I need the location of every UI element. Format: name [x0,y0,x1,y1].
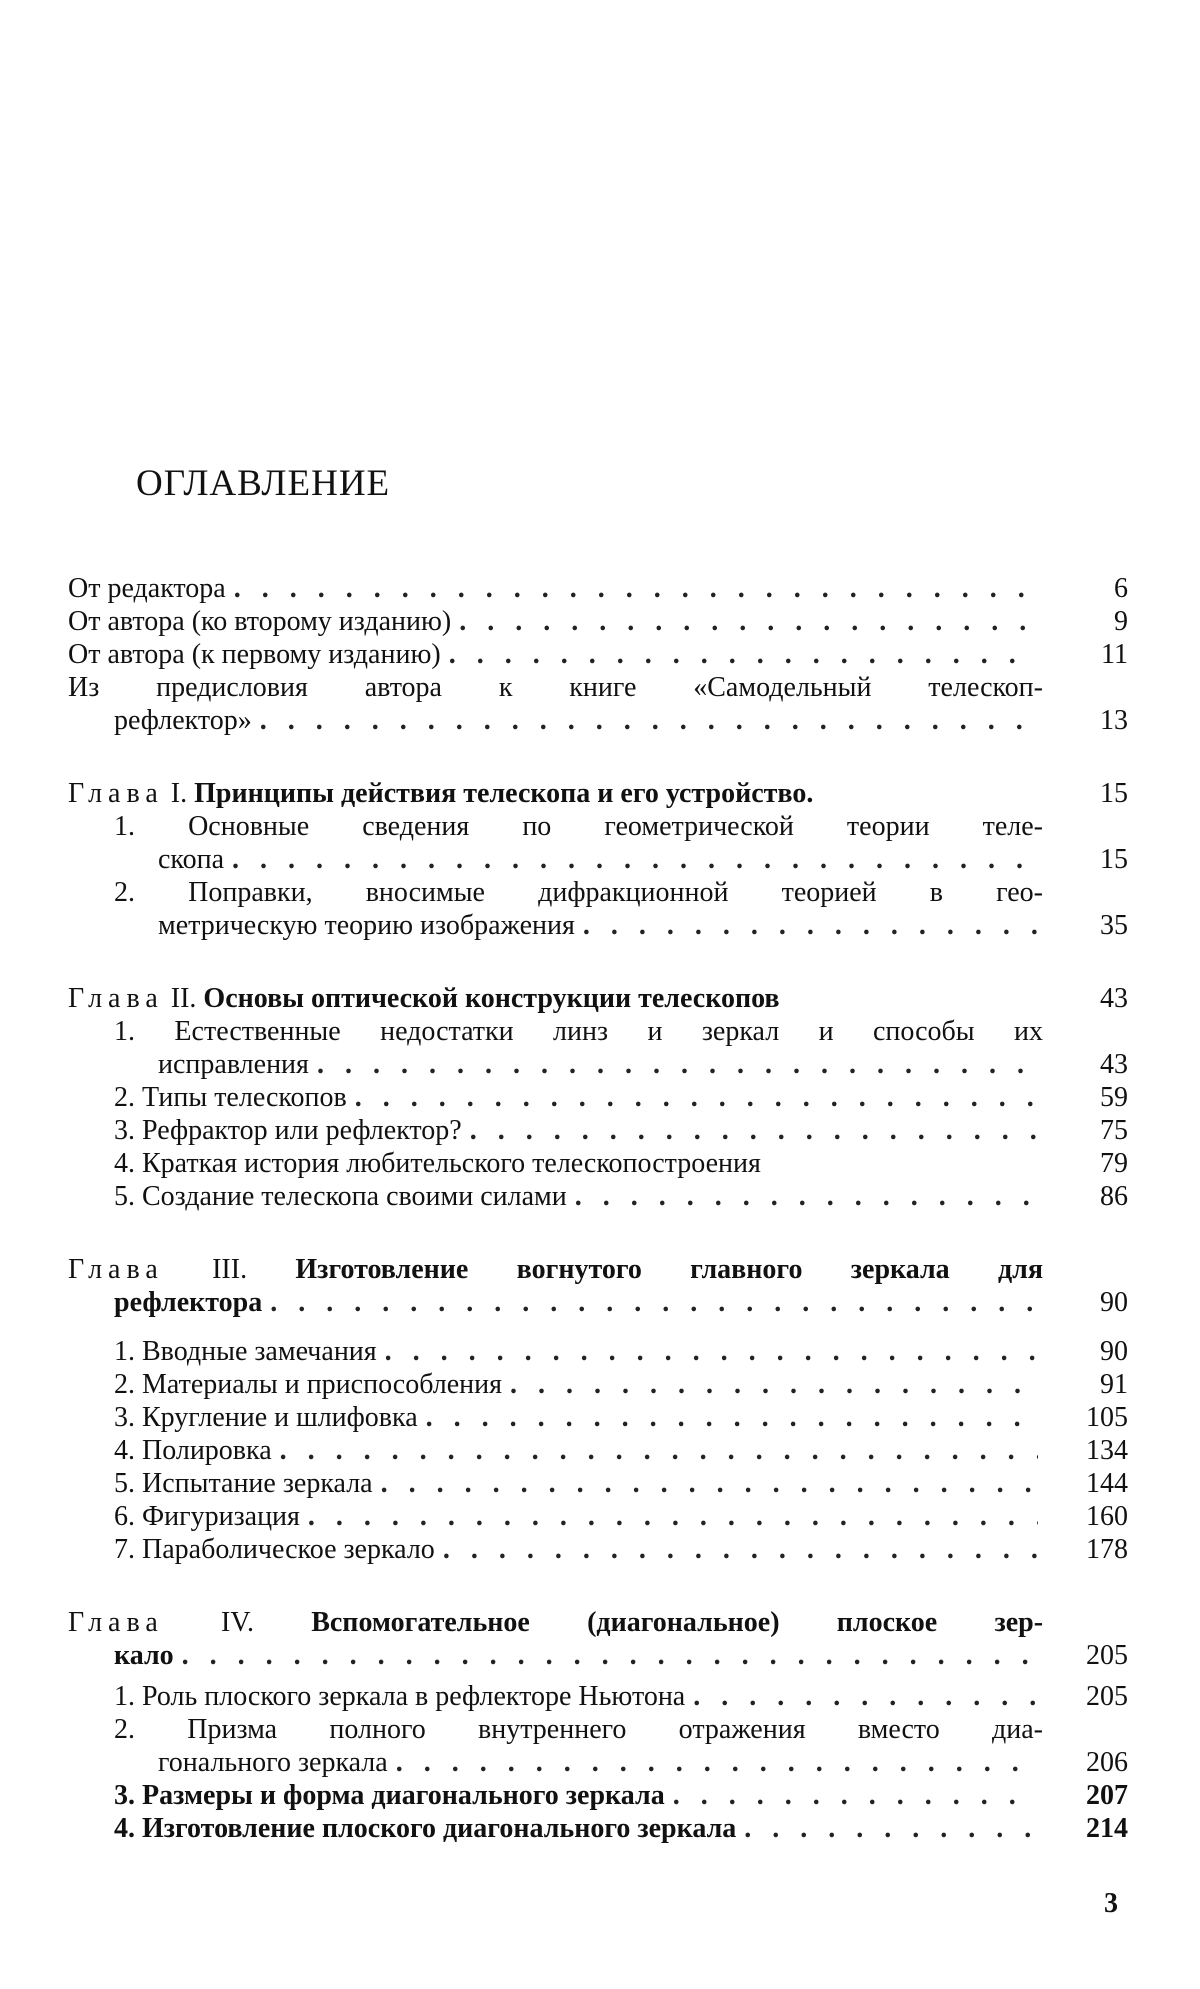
page-number: 90 [1100,1287,1128,1318]
section-entry [68,1015,1128,1081]
leader-dots [744,1812,1038,1845]
leader-dots [426,1401,1038,1434]
section-title: Фигуризация [142,1501,300,1532]
section-entry [68,1368,1128,1401]
section-number: 7. [114,1534,135,1565]
leader-dots [385,1335,1038,1368]
leader-dots [381,1467,1038,1500]
toc-entry [68,572,1128,605]
section-entry [68,1180,1128,1213]
section-title: метрическую теорию изображения [158,910,575,941]
section-entry [68,1812,1128,1845]
section-entry [68,1401,1128,1434]
section-title: Краткая история любительского телескопостроения [142,1148,761,1179]
section-number: 4. [114,1148,135,1179]
page-number: 6 [1114,573,1128,604]
leader-dots [308,1500,1038,1533]
leader-dots [355,1081,1038,1114]
page-number: 205 [1086,1681,1128,1712]
chapter-title: рефлектора [114,1287,263,1318]
leader-dots [317,1048,1038,1081]
section-title-line: Поправки, вносимые дифракционной теорией в гео- [188,877,1043,908]
section-title: Параболическое зеркало [142,1534,435,1565]
section-number: 2. [114,1714,135,1745]
section-number: 2. [114,1369,135,1400]
leader-dots [396,1746,1038,1779]
section-number: 1. [114,811,135,842]
table-of-contents [68,572,1128,1845]
section-title: скопа [158,844,225,875]
section-title: Кругление и шлифовка [142,1402,418,1433]
section-entry [68,1533,1128,1566]
page-number: 11 [1101,639,1128,670]
leader-dots [693,1680,1038,1713]
chapter-number: II. [170,983,197,1014]
page-number: 205 [1086,1640,1128,1671]
section-number: 4. [114,1813,135,1844]
chapter-block [68,777,1128,942]
page-number: 75 [1100,1115,1128,1146]
entry-title: рефлектор» [114,705,252,736]
section-number: 4. [114,1435,135,1466]
page-number: 91 [1100,1369,1128,1400]
leader-dots [280,1434,1038,1467]
section-title-line: Призма полного внутреннего отражения вместо диа- [187,1714,1043,1745]
section-number: 5. [114,1468,135,1499]
page-number: 90 [1100,1336,1128,1367]
leader-dots [583,909,1038,942]
entry-title: От автора (ко второму изданию) [68,606,452,637]
page-number: 144 [1086,1468,1128,1499]
chapter-block [68,982,1128,1213]
section-number: 1. [114,1016,135,1047]
section-number: 3. [114,1402,135,1433]
entry-title: От автора (к первому изданию) [68,639,441,670]
section-entry [68,1680,1128,1713]
section-number: 3. [114,1115,135,1146]
leader-dots [449,638,1038,671]
leader-dots [232,843,1038,876]
section-number: 1. [114,1681,135,1712]
section-entry [68,1335,1128,1368]
chapter-title-line: Изготовление вогнутого главного зеркала для [295,1254,1044,1285]
chapter-number: III. [212,1254,248,1285]
chapter-heading [68,1253,1043,1286]
folio-page-number: 3 [1104,1888,1118,1919]
chapter-prefix: Глава [68,778,164,809]
leader-dots [459,605,1038,638]
section-number: 2. [114,1082,135,1113]
chapter-block [68,1253,1128,1566]
section-title: исправления [158,1049,309,1080]
leader-dots [510,1368,1038,1401]
section-title: Рефрактор или рефлектор? [142,1115,462,1146]
leader-dots [270,1286,1038,1319]
chapter-heading [68,777,1128,810]
page-number: 206 [1086,1747,1128,1778]
page-number: 207 [1086,1780,1128,1811]
leader-dots [260,704,1038,737]
section-title: Материалы и приспособления [142,1369,502,1400]
leader-dots [234,572,1038,605]
page-number: 9 [1114,606,1128,637]
chapter-heading [68,1606,1043,1639]
chapter-block [68,1606,1128,1845]
section-entry [68,1467,1128,1500]
page-number: 43 [1100,1049,1128,1080]
chapter-title: кало [114,1640,174,1671]
entry-title: От редактора [68,573,226,604]
section-number: 6. [114,1501,135,1532]
page-number: 79 [1100,1148,1128,1179]
section-title: Испытание зеркала [142,1468,373,1499]
section-entry [68,1779,1128,1812]
section-title: Создание телескопа своими силами [142,1181,567,1212]
section-title-line: Основные сведения по геометрической теории теле- [188,811,1044,842]
section-entry [68,1434,1128,1467]
page-number: 43 [1100,983,1128,1014]
section-title: Полировка [142,1435,272,1466]
page-number: 35 [1100,910,1128,941]
leader-dots [182,1639,1038,1672]
page-number: 214 [1086,1813,1128,1844]
chapter-title: Принципы действия телескопа и его устройство. [194,778,814,809]
chapter-prefix: Глава [68,1254,164,1285]
chapter-title-line: Вспомогательное (диагональное) плоское зер- [311,1607,1044,1638]
page-number: 15 [1100,778,1128,809]
chapter-prefix: Глава [68,1607,164,1638]
page-number: 160 [1086,1501,1128,1532]
toc-entry [68,638,1128,671]
chapter-number: I. [170,778,188,809]
page-number: 134 [1086,1435,1128,1466]
section-entry [68,1713,1128,1779]
section-number: 5. [114,1181,135,1212]
chapter-title: Основы оптической конструкции телескопов [203,983,780,1014]
entry-title-line: Из предисловия автора к книге «Самодельный телескоп- [68,672,1043,703]
chapter-number: IV. [221,1607,254,1638]
section-entry [68,1500,1128,1533]
section-title: Вводные замечания [142,1336,377,1367]
page-number: 15 [1100,844,1128,875]
section-entry [68,876,1128,942]
chapter-heading [68,982,1128,1015]
page-number: 105 [1086,1402,1128,1433]
section-title: Размеры и форма диагонального зеркала [142,1780,665,1811]
section-title-line: Естественные недостатки линз и зеркал и способы их [174,1016,1043,1047]
leader-dots [673,1779,1038,1812]
page-number: 13 [1100,705,1128,736]
section-entry [68,810,1128,876]
section-title: Типы телескопов [142,1082,347,1113]
section-entry [68,1147,1128,1180]
section-number: 2. [114,877,135,908]
section-title: Изготовление плоского диагонального зеркала [142,1813,737,1844]
section-number: 1. [114,1336,135,1367]
page-title: ОГЛАВЛЕНИЕ [136,463,391,504]
page-number: 86 [1100,1181,1128,1212]
leader-dots [575,1180,1038,1213]
section-title: гонального зеркала [158,1747,388,1778]
toc-entry [68,605,1128,638]
page-number: 178 [1086,1534,1128,1565]
section-entry [68,1114,1128,1147]
section-number: 3. [114,1780,135,1811]
toc-entry [68,704,1128,737]
section-entry [68,1081,1128,1114]
leader-dots [470,1114,1038,1147]
leader-dots [443,1533,1038,1566]
page-number: 59 [1100,1082,1128,1113]
section-title: Роль плоского зеркала в рефлекторе Ньютона [142,1681,686,1712]
chapter-prefix: Глава [68,983,164,1014]
